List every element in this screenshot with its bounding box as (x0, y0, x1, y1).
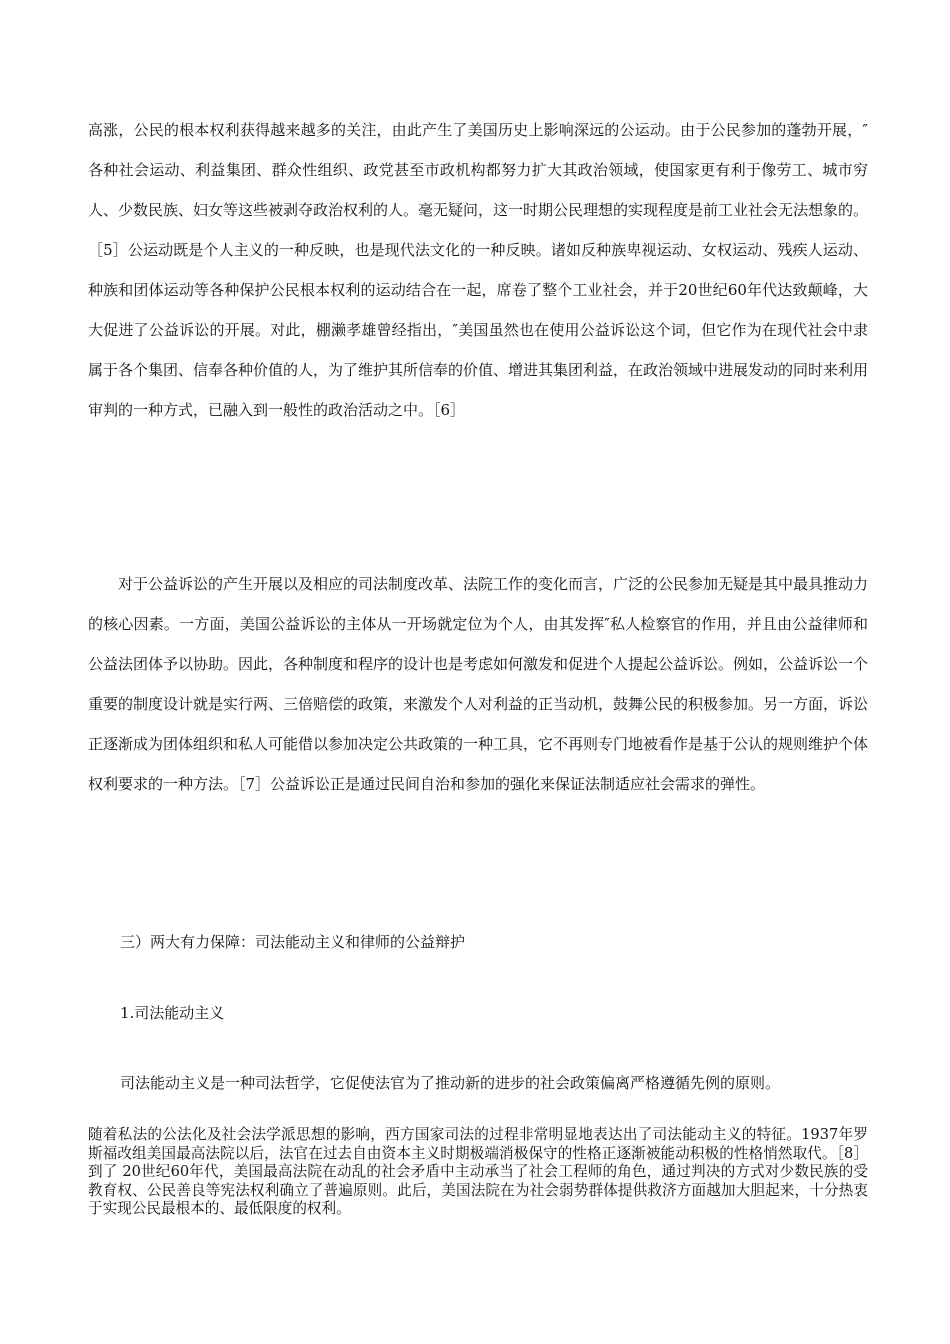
subsection-heading-judicial-activism: 1.司法能动主义 (120, 1004, 225, 1022)
paragraph-judicial-activism-history: 随着私法的公法化及社会法学派思想的影响，西方国家司法的过程非常明显地表达出了司法能动主义的特征。1937年罗斯福改组美国最高法院以后，法官在过去自由资本主义时期极端消极保守的性格正逐渐被能动积极的性格悄然取代。［8］到了 20世纪60年代，美国最高法院在动乱的社会矛盾中主动承当了社会工程师的角色，通过判决的方式对少数民族的受教育权、公民善良等宪法权利确立了普遍原则。此后，美国法院在为社会弱势群体提供救济方面越加大胆起来，十分热衷于实现公民最根本的、最低限度的权利。 (88, 1126, 868, 1217)
paragraph-citizen-participation: 对于公益诉讼的产生开展以及相应的司法制度改革、法院工作的变化而言，广泛的公民参加无疑是其中最具推动力的核心因素。一方面，美国公益诉讼的主体从一开场就定位为个人，由其发挥″私人检察官的作用，并且由公益律师和公益法团体予以协助。因此，各种制度和程序的设计也是考虑如何激发和促进个人提起公益诉讼。例如，公益诉讼一个重要的制度设计就是实行两、三倍赔偿的政策，来激发个人对利益的正当动机，鼓舞公民的积极参加。另一方面，诉讼正逐渐成为团体组织和私人可能借以参加决定公共政策的一种工具，它不再则专门地被看作是基于公认的规则维护个体权利要求的一种方法。［7］公益诉讼正是通过民间自治和参加的强化来保证法制适应社会需求的弹性。 (88, 575, 869, 793)
paragraph-civic-movement: 高涨，公民的根本权利获得越来越多的关注，由此产生了美国历史上影响深远的公运动。由于公民参加的蓬勃开展，″各种社会运动、利益集团、群众性组织、政党甚至市政机构都努力扩大其政治领域，使国家更有利于像劳工、城市穷人、少数民族、妇女等这些被剥夺政治权利的人。毫无疑问，这一时期公民理想的实现程度是前工业社会无法想象的。［5］公运动既是个人主义的一种反映，也是现代法文化的一种反映。诸如反种族卑视运动、女权运动、残疾人运动、种族和团体运动等各种保护公民根本权利的运动结合在一起，席卷了整个工业社会，并于20世纪60年代达致颠峰，大大促进了公益诉讼的开展。对此，棚濑孝雄曾经指出，″美国虽然也在使用公益诉讼这个词，但它作为在现代社会中隶属于各个集团、信奉各种价值的人，为了维护其所信奉的价值、增进其集团利益，在政治领域中进展发动的同时来利用审判的一种方式，已融入到一般性的政治活动之中。［6］ (88, 121, 869, 419)
section-heading-two-guarantees: 三）两大有力保障：司法能动主义和律师的公益辩护 (120, 933, 466, 951)
paragraph-judicial-activism-definition: 司法能动主义是一种司法哲学，它促使法官为了推动新的进步的社会政策偏离严格遵循先例的原则。 (120, 1074, 781, 1092)
